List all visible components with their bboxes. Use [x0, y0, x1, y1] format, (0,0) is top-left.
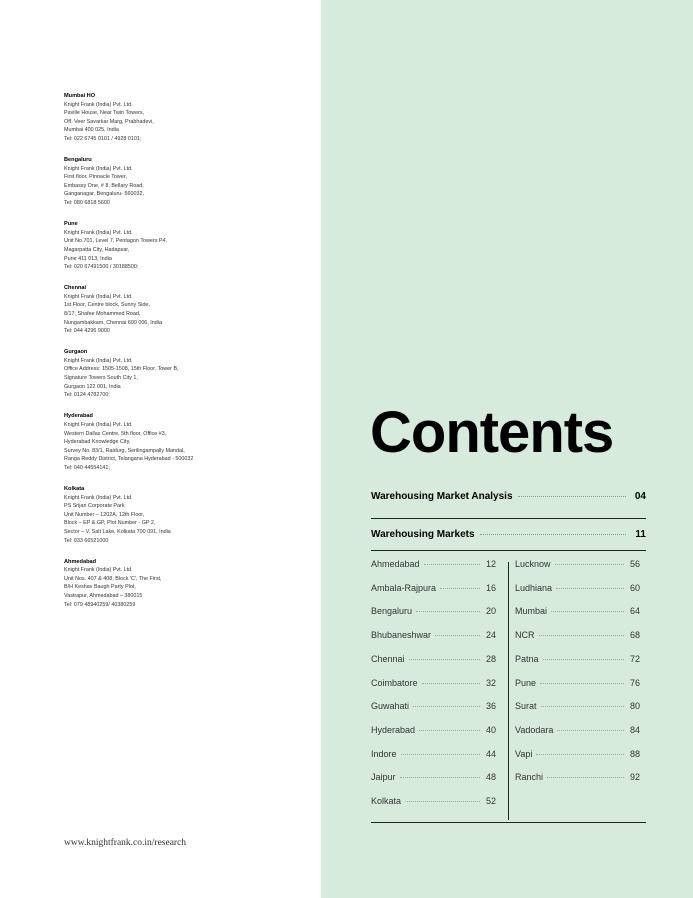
- toc-entry-label: Bhubaneshwar: [371, 630, 432, 641]
- office-address-line: First floor, Pinnacle Tower,: [64, 174, 127, 181]
- office-block: [64, 348, 314, 400]
- office-address-line: Magarpatta City, Hadapsar,: [64, 246, 130, 253]
- toc-entry-page: 36: [485, 701, 496, 712]
- toc-entry-vapi[interactable]: [515, 749, 640, 759]
- office-address-line: Office Address: 1505-1508, 15th Floor, Tower B,: [64, 366, 179, 373]
- office-address-line: Pune 411 013, India: [64, 255, 112, 262]
- office-block: [64, 558, 314, 610]
- toc-entry-page: 68: [629, 630, 640, 641]
- toc-entry-label: Ludhiana: [515, 582, 553, 593]
- office-city: Mumbai HO: [64, 93, 96, 99]
- office-address-line: 1st Floor, Centre block, Sunny Side,: [64, 302, 150, 309]
- toc-entry-page: 88: [629, 748, 640, 759]
- contents-title: Contents: [370, 400, 614, 465]
- office-city: Hyderabad: [64, 413, 93, 420]
- leader-dots: [409, 659, 480, 660]
- toc-entry-page: 24: [485, 630, 496, 641]
- toc-entry-guwahati[interactable]: [371, 701, 496, 711]
- toc-entry-hyderabad[interactable]: [371, 725, 496, 735]
- office-address-line: Tel: 033 66521000: [64, 537, 109, 544]
- office-address-line: Tel: 079 48940259/ 40380259: [64, 601, 136, 608]
- toc-entry-page: 44: [485, 748, 496, 759]
- section-label: Warehousing Markets: [371, 529, 475, 540]
- office-address-line: Knight Frank (India) Pvt. Ltd.: [64, 567, 133, 574]
- office-address-line: Knight Frank (India) Pvt. Ltd.: [64, 494, 133, 501]
- office-address-line: Knight Frank (India) Pvt. Ltd.: [64, 101, 133, 108]
- toc-entry-page: 40: [485, 724, 496, 735]
- section-label: Warehousing Market Analysis: [371, 491, 513, 502]
- office-address-line: Tel: 080 6818 5600: [64, 200, 110, 207]
- toc-entry-page: 80: [629, 701, 640, 712]
- office-address-line: Unit Nos. 407 & 408, Block 'C', The First,: [64, 575, 162, 582]
- leader-dots: [543, 659, 624, 660]
- leader-dots: [540, 683, 624, 684]
- toc-entry-label: Coimbatore: [371, 677, 418, 688]
- toc-entry-surat[interactable]: [515, 701, 640, 711]
- contents-panel: [321, 0, 693, 898]
- leader-dots: [551, 611, 624, 612]
- section-warehousing-market-analysis[interactable]: [371, 491, 646, 502]
- toc-entry-ludhiana[interactable]: [515, 583, 640, 593]
- toc-entry-label: Vadodara: [515, 724, 554, 735]
- office-address-line: Unit Number – 1202A, 12th Floor,: [64, 511, 145, 518]
- office-block: [64, 485, 314, 545]
- toc-entry-kolkata[interactable]: [371, 796, 496, 806]
- office-address-line: Signature Towers South City 1,: [64, 375, 138, 382]
- toc-entry-indore[interactable]: [371, 749, 496, 759]
- toc-entry-page: 12: [485, 559, 496, 569]
- toc-entry-bengaluru[interactable]: [371, 606, 496, 616]
- leader-dots: [413, 706, 480, 707]
- toc-entry-label: Bengaluru: [371, 606, 413, 617]
- toc-entry-label: Lucknow: [515, 559, 551, 569]
- section-warehousing-markets[interactable]: [371, 529, 646, 540]
- toc-entry-ahmedabad[interactable]: [371, 559, 496, 569]
- section-page: 04: [634, 491, 646, 502]
- toc-entry-coimbatore[interactable]: [371, 678, 496, 688]
- toc-entry-label: Patna: [515, 653, 539, 664]
- toc-entry-lucknow[interactable]: [515, 559, 640, 569]
- leader-dots: [536, 754, 624, 755]
- office-address-line: Tel: 040 44554141;: [64, 464, 110, 471]
- toc-entry-label: Ambala-Rajpura: [371, 582, 437, 593]
- leader-dots: [424, 564, 480, 565]
- office-address-line: Knight Frank (India) Pvt. Ltd.: [64, 357, 133, 364]
- toc-entry-vadodara[interactable]: [515, 725, 640, 735]
- toc-entry-bhubaneshwar[interactable]: [371, 630, 496, 640]
- office-address-line: Tel: 044 4296 9000: [64, 328, 110, 335]
- office-address-line: Sector – V, Salt Lake, Kolkata 700 091, India: [64, 528, 171, 535]
- office-address-line: B/H Keshav Baugh Party Plot,: [64, 584, 136, 591]
- toc-entry-page: 16: [485, 582, 496, 593]
- toc-entry-label: Vapi: [515, 748, 533, 759]
- toc-entry-label: Guwahati: [371, 701, 410, 712]
- toc-entry-page: 32: [485, 677, 496, 688]
- divider: [371, 550, 646, 551]
- toc-entry-mumbai[interactable]: [515, 606, 640, 616]
- leader-dots: [557, 730, 624, 731]
- office-address-line: Ganganagar, Bengaluru- 560032,: [64, 191, 145, 198]
- office-address-line: Tel: 022 6745 0101 / 4928 0101;: [64, 135, 142, 142]
- leader-dots: [435, 635, 480, 636]
- office-address-line: Mumbai 400 025, India: [64, 127, 119, 134]
- toc-entry-page: 92: [629, 772, 640, 783]
- toc-entry-page: 52: [485, 796, 496, 806]
- toc-entry-page: 48: [485, 772, 496, 783]
- leader-dots: [480, 534, 627, 535]
- leader-dots: [547, 777, 624, 778]
- office-address-line: Vastrapur, Ahmedabad – 380015: [64, 593, 143, 599]
- leader-dots: [416, 611, 480, 612]
- leader-dots: [422, 683, 480, 684]
- website-url[interactable]: www.knightfrank.co.in/research: [64, 838, 187, 848]
- office-city: Pune: [64, 221, 78, 228]
- office-block: [64, 412, 314, 472]
- office-address-line: Nungambakkam, Chennai 600 006, India: [64, 319, 162, 326]
- office-address-line: Ranga Reddy District, Telangana Hyderabad - 500032: [64, 456, 194, 463]
- leader-dots: [400, 777, 480, 778]
- office-block: [64, 220, 314, 272]
- office-address-line: Unit No.701, Level 7, Pentagon Towers P4,: [64, 238, 167, 245]
- office-city: Gurgaon: [64, 349, 88, 356]
- toc-entry-page: 60: [629, 582, 640, 593]
- office-block: [64, 284, 314, 336]
- toc-entry-ranchi[interactable]: [515, 772, 640, 782]
- leader-dots: [556, 588, 624, 589]
- toc-entry-page: 64: [629, 606, 640, 617]
- section-page: 11: [635, 529, 646, 540]
- toc-entry-label: Chennai: [371, 653, 405, 664]
- office-address-line: Off. Veer Savarkar Marg, Prabhadevi,: [64, 118, 154, 125]
- office-address-line: Gurgaon 122 001, India: [64, 383, 121, 390]
- divider: [371, 822, 646, 823]
- office-addresses: [64, 92, 314, 622]
- office-city: Ahmedabad: [64, 558, 97, 565]
- office-city: Kolkata: [64, 485, 85, 492]
- office-address-line: PS Srijan Corporate Park: [64, 503, 125, 510]
- office-address-line: Paville House, Near Twin Towers,: [64, 110, 145, 117]
- office-block: [64, 156, 314, 208]
- office-address-line: Block – EP & GP, Plot Number - GP 2,: [64, 520, 156, 527]
- toc-entry-label: Surat: [515, 701, 537, 712]
- toc-entry-label: Indore: [371, 748, 397, 759]
- toc-entry-ambala-rajpura[interactable]: [371, 583, 496, 593]
- toc-entry-page: 20: [485, 606, 496, 617]
- toc-entry-page: 56: [629, 559, 640, 569]
- divider: [371, 518, 646, 519]
- toc-entry-ncr[interactable]: [515, 630, 640, 640]
- toc-entry-page: 84: [629, 724, 640, 735]
- leader-dots: [541, 706, 624, 707]
- leader-dots: [419, 730, 480, 731]
- office-address-line: Survey No. 83/1, Raidurg, Serilingampally Mandal,: [64, 447, 185, 454]
- office-address-line: Knight Frank (India) Pvt. Ltd.: [64, 229, 133, 236]
- office-address-line: 8/17, Shafee Mohammed Road,: [64, 310, 141, 317]
- office-address-line: Tel: 0124 4782700;: [64, 392, 110, 399]
- toc-entry-label: Pune: [515, 677, 537, 688]
- toc-entry-jaipur[interactable]: [371, 772, 496, 782]
- toc-entry-label: Jaipur: [371, 772, 396, 783]
- office-address-line: Knight Frank (India) Pvt. Ltd.: [64, 293, 133, 300]
- leader-dots: [405, 801, 480, 802]
- office-address-line: Hyderabad Knowledge City,: [64, 439, 131, 446]
- office-address-line: Knight Frank (India) Pvt. Ltd.: [64, 421, 133, 428]
- leader-dots: [555, 564, 624, 565]
- leader-dots: [401, 754, 480, 755]
- leader-dots: [539, 635, 624, 636]
- office-block: [64, 92, 314, 144]
- office-city: Chennai: [64, 285, 87, 292]
- office-city: Bengaluru: [64, 157, 92, 164]
- toc-entry-page: 28: [485, 653, 496, 664]
- toc-entry-label: Ahmedabad: [371, 559, 420, 569]
- office-address-line: Knight Frank (India) Pvt. Ltd.: [64, 165, 133, 172]
- toc-entry-pune[interactable]: [515, 678, 640, 688]
- toc-entry-label: NCR: [515, 630, 535, 641]
- office-address-line: Tel: 020 67491500 / 30188500;: [64, 264, 139, 271]
- toc-entry-patna[interactable]: [515, 654, 640, 664]
- toc-entry-label: Kolkata: [371, 796, 402, 806]
- leader-dots: [440, 588, 480, 589]
- toc-entry-label: Mumbai: [515, 606, 548, 617]
- office-address-line: Embassy One, # 8, Bellary Road,: [64, 182, 144, 189]
- office-address-line: Western Dallas Centre, 5th floor, Office #3,: [64, 430, 167, 437]
- column-divider: [508, 562, 509, 820]
- toc-entry-label: Hyderabad: [371, 724, 416, 735]
- toc-entry-page: 76: [629, 677, 640, 688]
- left-panel: [0, 0, 321, 898]
- toc-entry-label: Ranchi: [515, 772, 544, 783]
- toc-entry-page: 72: [629, 653, 640, 664]
- toc-entry-chennai[interactable]: [371, 654, 496, 664]
- leader-dots: [518, 496, 626, 497]
